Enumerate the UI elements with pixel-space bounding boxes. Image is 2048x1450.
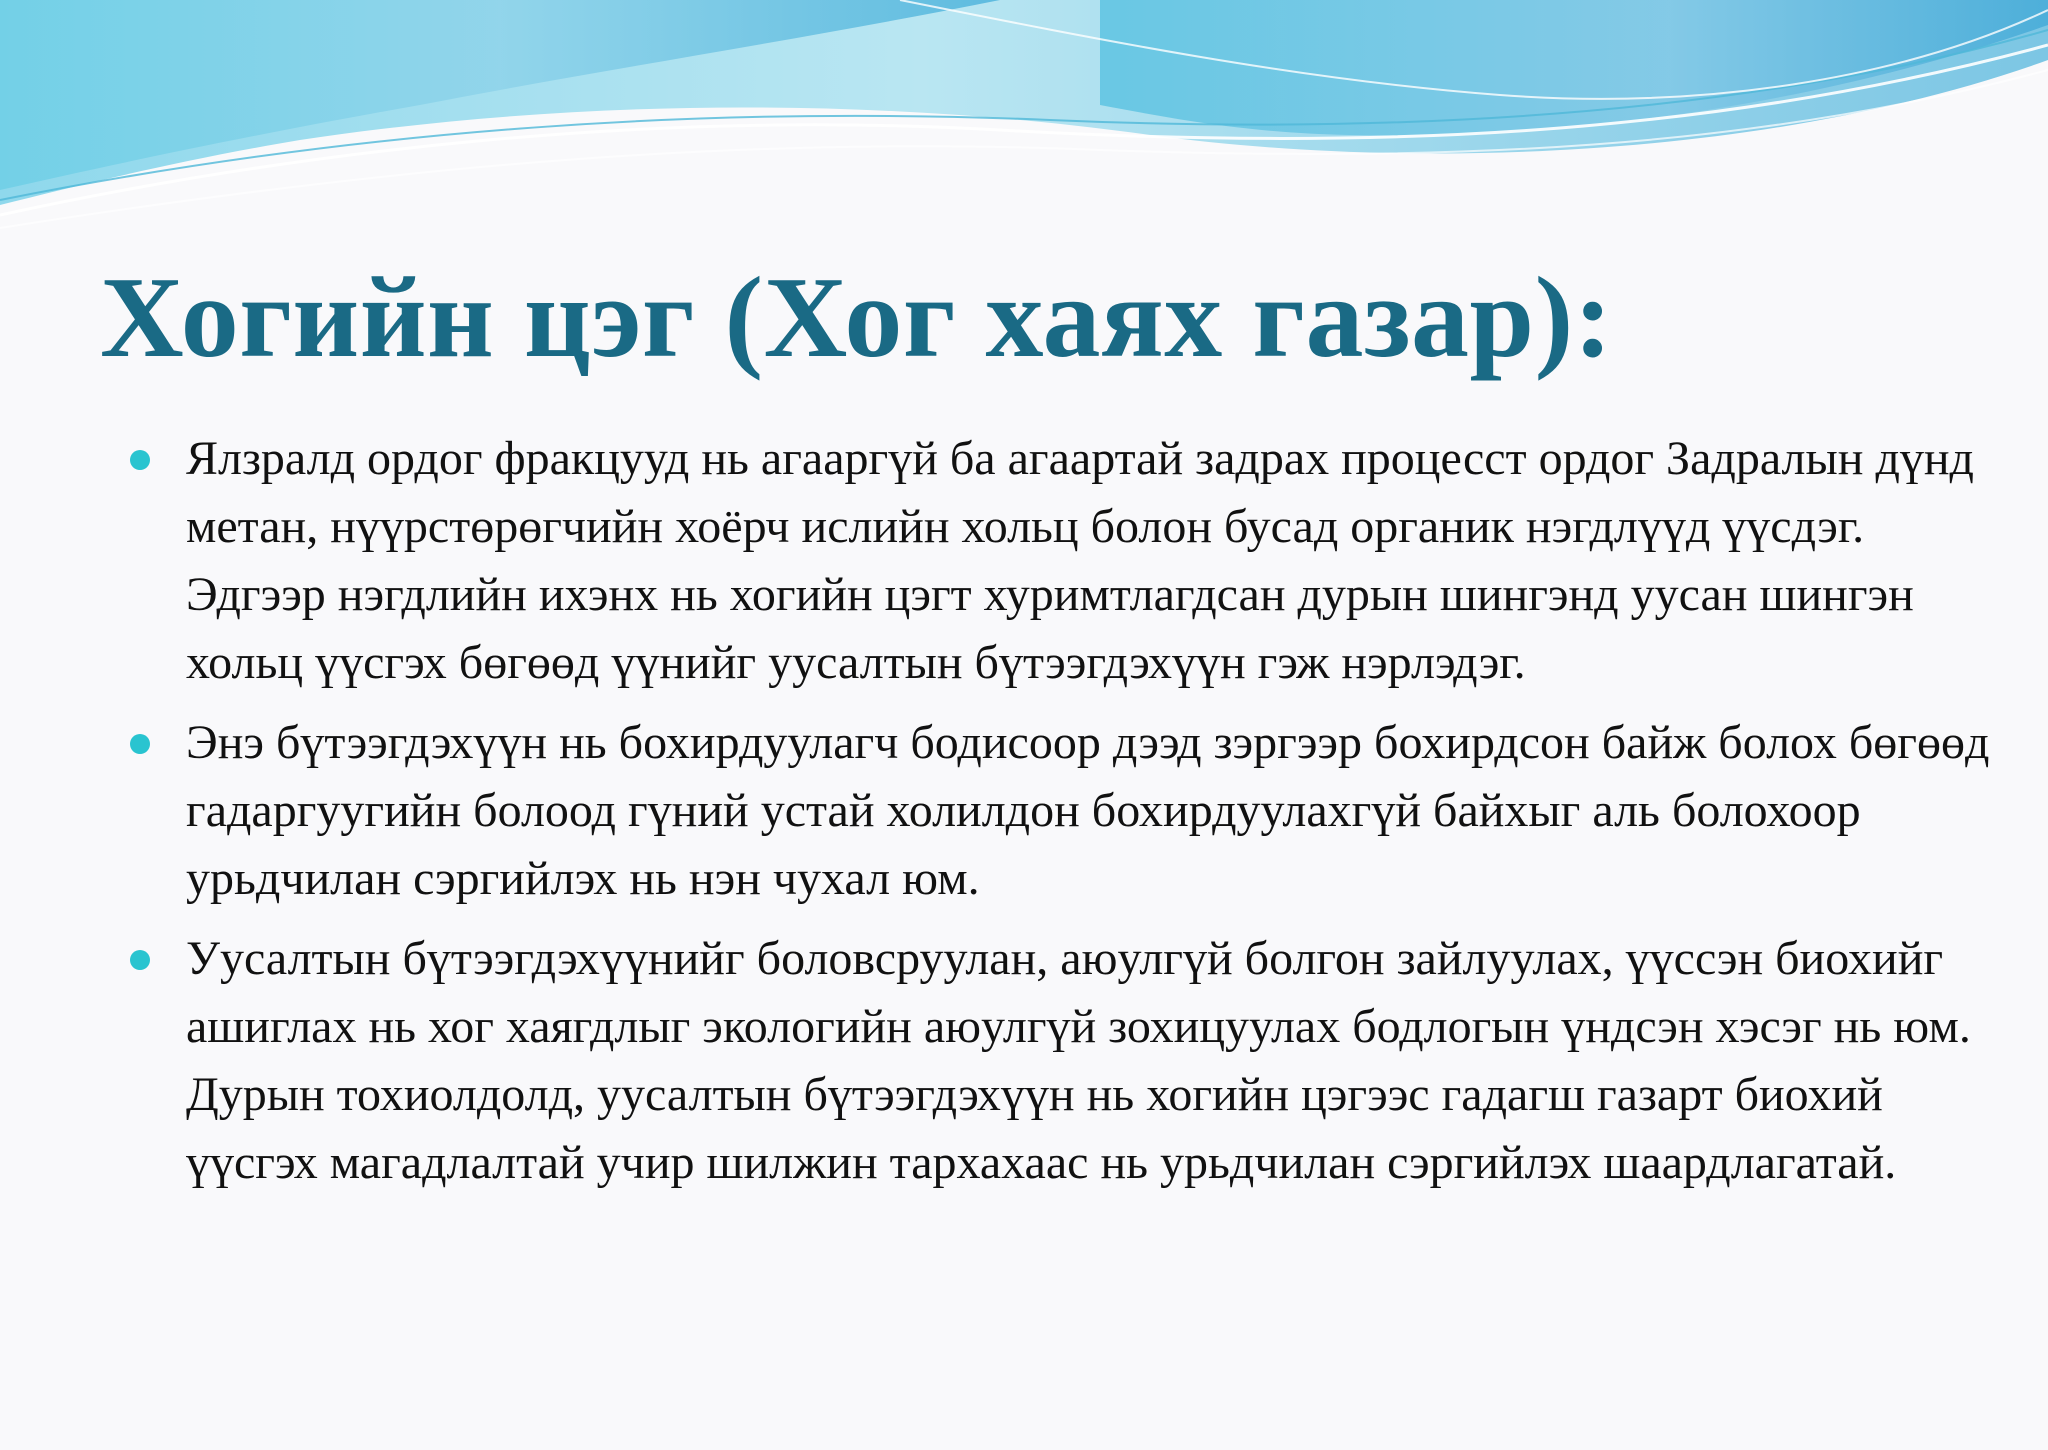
bullet-list [130,425,1990,1209]
bullet-text: Ялзралд ордог фракцууд нь агааргүй ба агаартай задрах процесст ордог Задралын дүнд метан, нүүрстөрөгчийн хоёрч ислийн хольц болон бусад органик нэгдлүүд үүсдэг. Эдгээр нэгдлийн ихэнх нь хогийн цэгт хуримтлагдсан дурын шингэнд уусан шингэн хольц үүсгэх бөгөөд үүнийг уусалтын бүтээгдэхүүн гэж нэрлэдэг. [186,432,1974,689]
bullet-text: Энэ бүтээгдэхүүн нь бохирдуулагч бодисоор дээд зэргээр бохирдсон байж болох бөгөөд гадаргуугийн болоод гүний устай холилдон бохирдуулахгүй байхыг аль болохоор урьдчилан сэргийлэх нь нэн чухал юм. [186,716,1990,905]
bullet-text: Уусалтын бүтээгдэхүүнийг боловсруулан, аюулгүй болгон зайлуулах, үүссэн биохийг ашиглах нь хог хаягдлыг экологийн аюулгүй зохицуулах бодлогын үндсэн хэсэг нь юм. Дурын тохиолдолд, уусалтын бүтээгдэхүүн нь хогийн цэгээс гадагш газарт биохий үүсгэх магадлалтай учир шилжин тархахаас нь урьдчилан сэргийлэх шаардлагатай. [186,932,1971,1189]
decorative-wave-header [0,0,2048,240]
bullet-dot-icon [130,950,150,970]
bullet-item [130,425,1990,697]
wave-layer-front [1100,0,2048,135]
bullet-item [130,925,1990,1197]
bullet-dot-icon [130,734,150,754]
slide-title: Хогийн цэг (Хог хаях газар): [100,254,1613,382]
bullet-item [130,709,1990,913]
bullet-dot-icon [130,450,150,470]
